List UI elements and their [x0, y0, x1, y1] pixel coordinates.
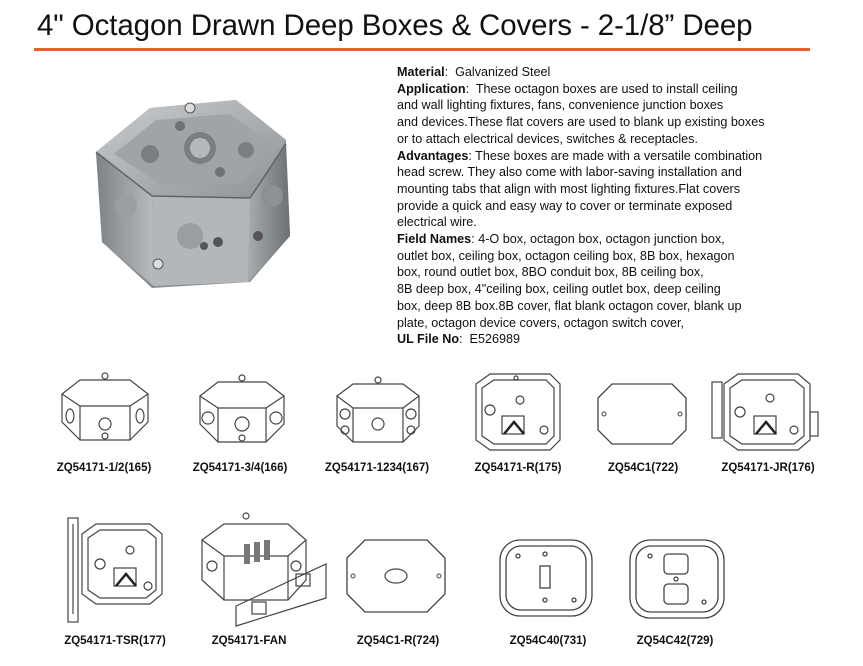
octagon-box-bracket-icon	[470, 370, 564, 454]
switch-cover-icon	[496, 536, 596, 620]
product-code: ZQ54171-1/2(165)	[56, 462, 152, 474]
description-text: box, deep 8B box.8B cover, flat blank octagon cover, blank up	[397, 298, 742, 313]
description-text: :	[465, 81, 470, 96]
description-text: box, round outlet box, 8BO conduit box, 8B ceiling box,	[397, 265, 704, 280]
description-text: These boxes are made with a versatile combination	[475, 148, 763, 163]
fan-box-bracket-icon	[196, 510, 330, 628]
page-title: 4" Octagon Drawn Deep Boxes & Covers - 2-1/8” Deep	[37, 9, 753, 42]
description-text: outlet box, ceiling box, octagon ceiling box, 8B box, hexagon	[397, 248, 735, 263]
description-text: UL File No	[397, 332, 460, 347]
octagon-box-icon	[196, 374, 288, 450]
product-code: ZQ54C1(722)	[607, 462, 679, 474]
description-text: and wall lighting fixtures, fans, convenience junction boxes	[397, 98, 724, 113]
material-line	[397, 64, 817, 81]
product-code: ZQ54171-R(175)	[474, 462, 562, 474]
product-code: ZQ54C1-R(724)	[356, 635, 440, 647]
product-code: ZQ54171-TSR(177)	[64, 635, 166, 647]
description-text: head screw. They also come with labor-saving installation and	[397, 165, 742, 180]
description-text: :	[459, 332, 463, 347]
advantages-block	[397, 148, 817, 232]
blank-cover-icon	[594, 380, 690, 448]
product-code: ZQ54171-JR(176)	[721, 462, 815, 474]
description-text: These octagon boxes are used to install ceiling	[475, 81, 738, 96]
title-underline	[34, 48, 810, 51]
description-text: plate, octagon device covers, octagon switch cover,	[397, 315, 685, 330]
description-text: :	[444, 65, 449, 79]
description-text: electrical wire.	[397, 215, 477, 230]
product-code: ZQ54171-1234(167)	[324, 462, 430, 474]
description-text: Material	[397, 65, 445, 79]
description-text: Field Names	[397, 232, 472, 247]
application-block	[397, 81, 817, 148]
field-names-block	[397, 231, 817, 331]
description-text: Advantages	[397, 148, 469, 163]
description-text: 4-O box, octagon box, octagon junction box,	[478, 232, 725, 247]
duplex-cover-icon	[626, 536, 728, 622]
octagon-box-side-bracket-icon	[710, 368, 822, 454]
box-bar-hanger-icon	[60, 514, 166, 626]
octagon-box-icon	[58, 372, 152, 448]
product-description	[397, 64, 817, 348]
octagon-box-icon	[333, 376, 423, 450]
product-code: ZQ54C40(731)	[509, 635, 587, 647]
description-text: mounting tabs that align with most lighting fixtures.Flat covers	[397, 181, 740, 196]
description-text: :	[471, 232, 475, 247]
description-text: or to attach electrical devices, switches & receptacles.	[397, 131, 698, 146]
description-text: and devices.These flat covers are used to blank up existing boxes	[397, 115, 765, 130]
description-text: Galvanized Steel	[455, 65, 551, 79]
description-text: provide a quick and easy way to cover or terminate exposed	[397, 198, 733, 213]
product-code: ZQ54171-3/4(166)	[192, 462, 288, 474]
product-code: ZQ54C42(729)	[636, 635, 714, 647]
description-text: :	[468, 148, 472, 163]
knockout-cover-icon	[343, 536, 449, 616]
description-text: 8B deep box, 4"ceiling box, ceiling outlet box, deep ceiling	[397, 282, 721, 297]
octagon-box-photo	[90, 86, 308, 292]
description-text: E526989	[469, 332, 520, 347]
description-text: Application	[397, 81, 466, 96]
product-code: ZQ54171-FAN	[211, 635, 287, 647]
ul-file-line	[397, 331, 817, 348]
